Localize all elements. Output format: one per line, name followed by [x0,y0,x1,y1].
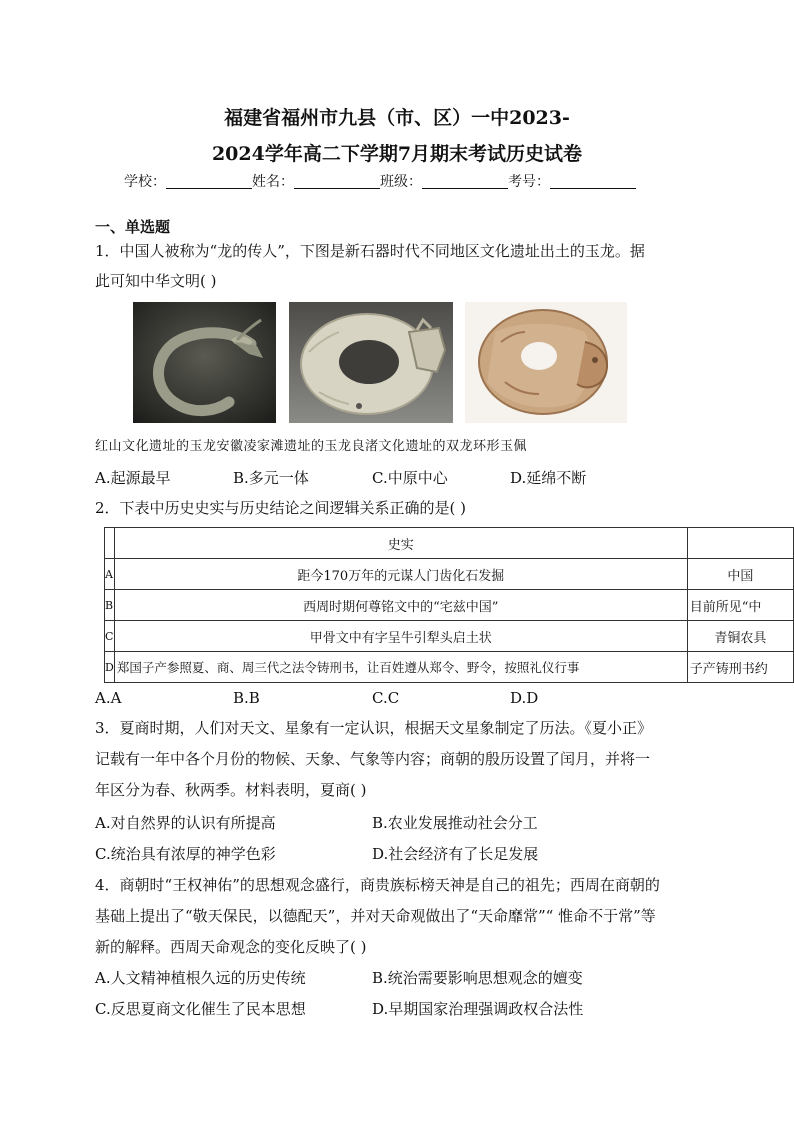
q4-stem-line1: 4．商朝时“王权神佑”的思想观念盛行，商贵族标榜天神是自己的祖先；西周在商朝的 [95,876,660,894]
row-fact: 距今170万年的元谋人门齿化石发掘 [114,559,687,590]
row-label: D [105,652,115,683]
row-conclusion: 子产铸刑书约 [687,652,793,683]
q4-option-a[interactable]: A.人文精神植根久远的历史传统 [95,969,306,987]
table-header-row [105,528,794,559]
q1-stem-line1: 1．中国人被称为“龙的传人”，下图是新石器时代不同地区文化遗址出土的玉龙。据 [95,242,645,260]
row-fact: 西周时期何尊铭文中的“宅兹中国” [114,590,687,621]
q4-stem-line3: 新的解释。西周天命观念的变化反映了( ) [95,938,367,956]
q2-option-b[interactable]: B.B [233,689,260,707]
q3-option-c[interactable]: C.统治具有浓厚的神学色彩 [95,845,276,863]
class-label: 班级： [380,174,422,190]
q1-stem-line2: 此可知中华文明( ) [95,272,217,290]
table-header-fact: 史实 [114,528,687,559]
q2-option-d[interactable]: D.D [510,689,539,707]
table-row [105,652,794,683]
q2-history-table [104,527,794,683]
q1-photo-caption: 红山文化遗址的玉龙安徽凌家滩遗址的玉龙良渚文化遗址的双龙环形玉佩 [95,439,528,454]
row-conclusion: 中国 [687,559,793,590]
school-label: 学校： [124,174,166,190]
row-fact: 郑国子产参照夏、商、周三代之法令铸刑书，让百姓遵从郑令、野令，按照礼仪行事 [114,652,687,683]
q3-option-b[interactable]: B.农业发展推动社会分工 [372,814,538,832]
exam-no-label: 考号： [508,174,550,190]
q3-stem-line1: 3．夏商时期，人们对天文、星象有一定认识，根据天文星象制定了历法。《夏小正》 [95,719,653,737]
row-fact: 甲骨文中有字呈牛引犁头启土状 [114,621,687,652]
row-conclusion: 青铜农具 [687,621,793,652]
q1-option-b[interactable]: B.多元一体 [233,469,309,487]
section-title: 一、单选题 [95,218,171,236]
q4-option-b[interactable]: B.统治需要影响思想观念的嬗变 [372,969,583,987]
table-header-conclusion [687,528,793,559]
row-conclusion: 目前所见“中 [687,590,793,621]
q4-option-c[interactable]: C.反思夏商文化催生了民本思想 [95,1000,306,1018]
q1-option-d[interactable]: D.延绵不断 [510,469,587,487]
q1-option-c[interactable]: C.中原中心 [372,469,448,487]
q2-option-c[interactable]: C.C [372,689,400,707]
row-label: A [105,559,115,590]
q4-option-d[interactable]: D.早期国家治理强调政权合法性 [372,1000,584,1018]
q2-stem: 2．下表中历史史实与历史结论之间逻辑关系正确的是( ) [95,499,467,517]
row-label: B [105,590,115,621]
name-label: 姓名： [252,174,294,190]
q3-stem-line2: 记载有一年中各个月份的物候、天象、气象等内容；商朝的殷历设置了闰月，并将一 [95,750,651,768]
q3-option-a[interactable]: A.对自然界的认识有所提高 [95,814,276,832]
table-row [105,621,794,652]
q2-option-a[interactable]: A.A [95,689,122,707]
q4-stem-line2: 基础上提出了“敬天保民，以德配天”，并对天命观做出了“天命靡常”“ 惟命不于常”等 [95,907,656,925]
page-title-line1: 福建省福州市九县（市、区）一中2023- [224,107,570,129]
table-row [105,559,794,590]
q3-stem-line3: 年区分为春、秋两季。材料表明，夏商( ) [95,781,367,799]
row-label: C [105,621,115,652]
q1-option-a[interactable]: A.起源最早 [95,469,171,487]
q3-option-d[interactable]: D.社会经济有了长足发展 [372,845,539,863]
page-title-line2: 2024学年高二下学期7月期末考试历史试卷 [211,143,583,165]
table-row [105,590,794,621]
table-cell [105,528,115,559]
